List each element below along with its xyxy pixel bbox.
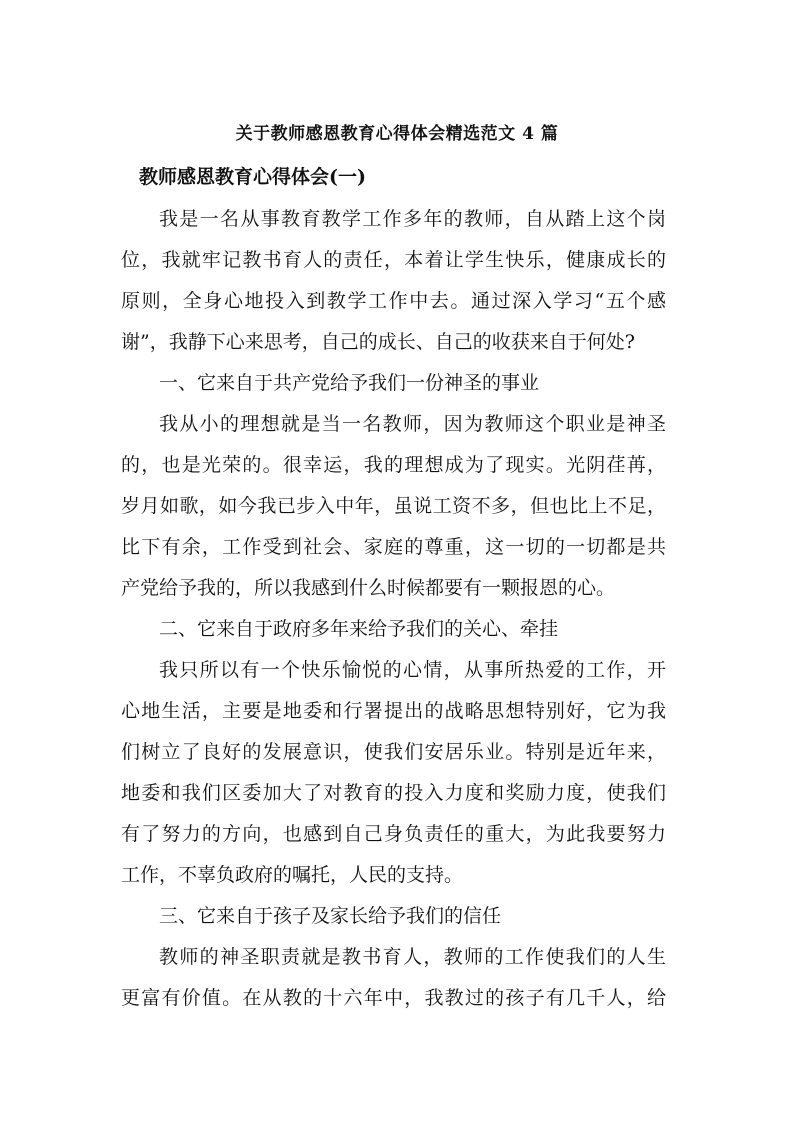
paragraph-line: 我从小的理想就是当一名教师，因为教师这个职业是神圣 bbox=[159, 413, 666, 435]
paragraph-line: 产党给予我的，所以我感到什么时候都要有一颗报恩的心。 bbox=[121, 577, 616, 599]
paragraph-line: 比下有余，工作受到社会、家庭的尊重，这一切的一切都是共 bbox=[121, 536, 666, 558]
section-heading-line: 三、它来自于孩子及家长给予我们的信任 bbox=[159, 905, 502, 927]
paragraph-line: 我是一名从事教育教学工作多年的教师，自从踏上这个岗 bbox=[159, 208, 666, 230]
paragraph-line: 原则，全身心地投入到教学工作中去。通过深入学习“五个感 bbox=[121, 290, 666, 312]
paragraph-line: 更富有价值。在从教的十六年中，我教过的孩子有几千人，给 bbox=[121, 987, 666, 1009]
paragraph-line: 地委和我们区委加大了对教育的投入力度和奖励力度，使我们 bbox=[121, 782, 666, 804]
paragraph-line: 谢”，我静下心来思考，自己的成长、自己的收获来自于何处? bbox=[121, 331, 635, 353]
paragraph-line: 工作，不辜负政府的嘱托，人民的支持。 bbox=[121, 864, 464, 886]
paragraph-line: 有了努力的方向，也感到自己身负责任的重大，为此我要努力 bbox=[121, 823, 666, 845]
paragraph-line: 教师的神圣职责就是教书育人，教师的工作使我们的人生 bbox=[159, 946, 666, 968]
document-title: 关于教师感恩教育心得体会精选范文 4 篇 bbox=[235, 124, 559, 144]
section-heading-line: 一、它来自于共产党给予我们一份神圣的事业 bbox=[159, 372, 540, 394]
paragraph-line: 位，我就牢记教书育人的责任，本着让学生快乐，健康成长的 bbox=[121, 249, 666, 271]
paragraph-line: 心地生活，主要是地委和行署提出的战略思想特别好，它为我 bbox=[121, 700, 666, 722]
paragraph-line: 们树立了良好的发展意识，使我们安居乐业。特别是近年来， bbox=[121, 741, 666, 763]
section-heading-line: 二、它来自于政府多年来给予我们的关心、牵挂 bbox=[159, 618, 559, 640]
paragraph-line: 岁月如歌，如今我已步入中年，虽说工资不多，但也比上不足， bbox=[121, 495, 666, 517]
paragraph-line: 的，也是光荣的。很幸运，我的理想成为了现实。光阴荏苒， bbox=[121, 454, 666, 476]
paragraph-line: 我只所以有一个快乐愉悦的心情，从事所热爱的工作，开 bbox=[159, 659, 666, 681]
document-body bbox=[121, 199, 666, 1019]
section-heading: 教师感恩教育心得体会(一) bbox=[139, 166, 366, 188]
